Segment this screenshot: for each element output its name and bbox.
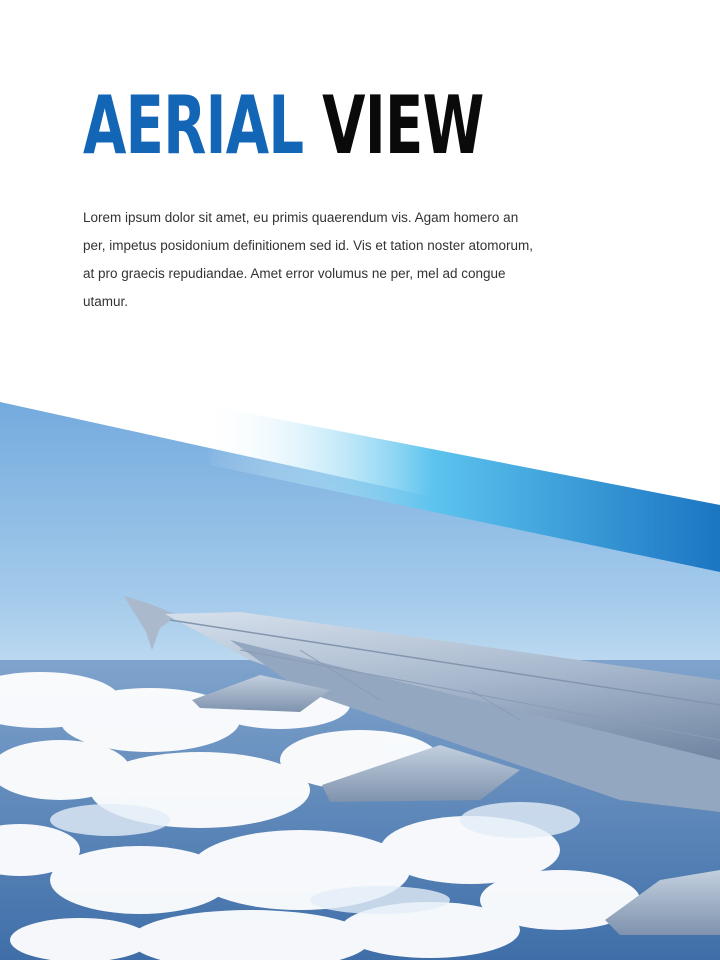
body-paragraph: Lorem ipsum dolor sit amet, eu primis quaerendum vis. Agam homero an per, impetus posidonium definitionem sed id. Vis et tation noster atomorum, at pro graecis repudiandae. Amet error volumus ne per, mel ad congue utamur.	[83, 210, 533, 309]
title-accent-word: AERIAL	[83, 79, 304, 172]
title-main-word: VIEW	[322, 79, 484, 172]
